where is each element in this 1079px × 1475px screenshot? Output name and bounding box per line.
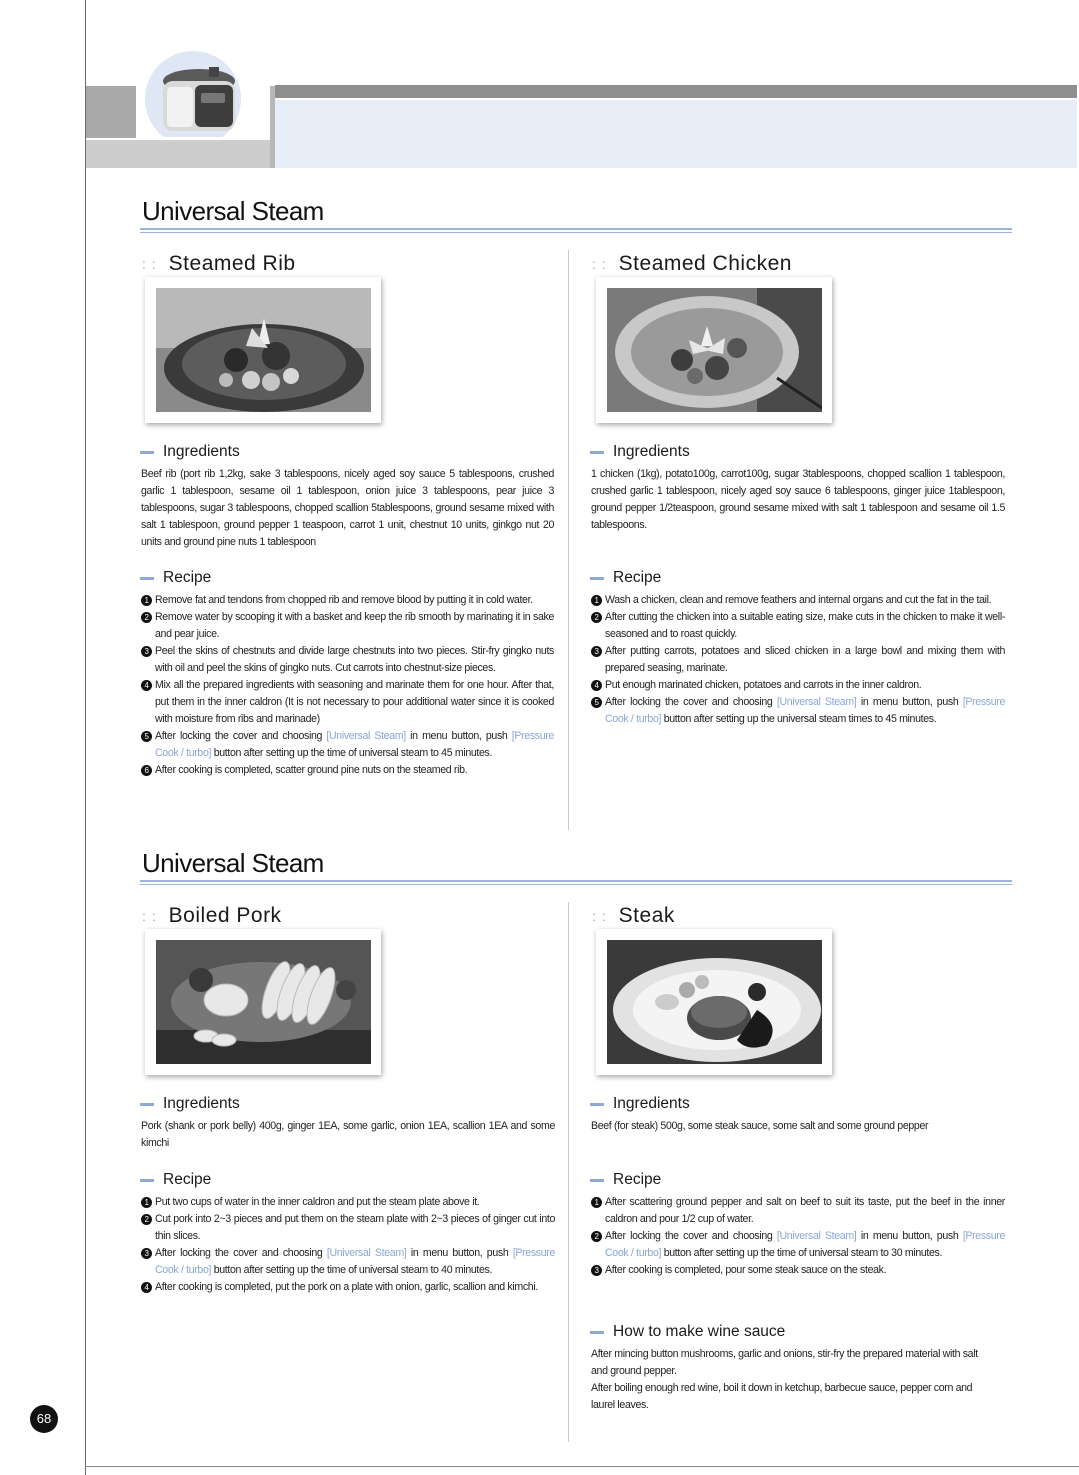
- ingredients-text: 1 chicken (1kg), potato100g, carrot100g, sugar 3tablespoons, chopped scallion 1 tablespoon, crushed garlic 1 tablespoon, nicely aged soy sauce 6 tablespoons, ginger juice 1tablespoon, ground pepper 1/2teaspoon, ground sesame mixed with salt 1 tablespoon and sesame oil 1.5 tablespoons.: [591, 468, 1005, 531]
- section-title: Universal Steam: [142, 848, 324, 878]
- step-item: 4 Mix all the prepared ingredients with seasoning and marinate them for one hour. After that, put them in the inner caldron (It is not necessary to pour additional water since it is cooked with moisture from ribs and marinade): [141, 677, 554, 728]
- step-item: 4 Put enough marinated chicken, potatoes and carrots in the inner caldron.: [591, 677, 1005, 694]
- header-grey-block: [86, 86, 136, 138]
- section-rule: [140, 880, 1012, 885]
- universal-steam-button-ref: [Universal Steam]: [776, 1230, 857, 1242]
- ingredients-heading: Ingredients: [590, 1095, 690, 1113]
- recipe-title-text: Steamed Chicken: [618, 252, 792, 275]
- rice-cooker-icon: [139, 47, 247, 137]
- ingredients-heading: Ingredients: [140, 443, 240, 461]
- step-item: 1 Put two cups of water in the inner caldron and put the steam plate above it.: [141, 1194, 555, 1211]
- steamed-rib-photo: [145, 277, 381, 423]
- steamed-rib-image: [156, 288, 371, 412]
- header-top-bar: [275, 85, 1077, 98]
- pressure-cook-button-ref: [Pressure Cook / turbo]: [155, 1247, 555, 1276]
- heading-bar-icon: [590, 577, 604, 580]
- steamed-chicken-image: [607, 288, 822, 412]
- step-item: 3 After putting carrots, potatoes and sliced chicken in a large bowl and mixing them with prepared seasing, marinate.: [591, 643, 1005, 677]
- boiled-pork-image: [156, 940, 371, 1064]
- margin-line: [85, 0, 86, 1475]
- recipe-heading: Recipe: [590, 569, 661, 587]
- pressure-cook-button-ref: [Pressure Cook / turbo]: [155, 730, 554, 759]
- heading-bar-icon: [140, 451, 154, 454]
- steak-photo: [596, 929, 832, 1075]
- heading-bar-icon: [140, 1179, 154, 1182]
- ingredients-heading: Ingredients: [590, 443, 690, 461]
- steamed-chicken-photo: [596, 277, 832, 423]
- heading-bar-icon: [590, 1103, 604, 1106]
- bullet-dots-icon: : :: [592, 256, 607, 272]
- step-item: 1 Wash a chicken, clean and remove feathers and internal organs and cut the fat in the tail.: [591, 592, 1005, 609]
- step-item: 3 After cooking is completed, pour some steak sauce on the steak.: [591, 1262, 1005, 1279]
- step-item: 3 After locking the cover and choosing [Universal Steam] in menu button, push [Pressure Cook / turbo] button after setting up the time of universal steam to 40 minutes.: [141, 1245, 555, 1279]
- ingredients-text: Pork (shank or pork belly) 400g, ginger 1EA, some garlic, onion 1EA, scallion 1EA and some kimchi: [141, 1120, 555, 1149]
- universal-steam-button-ref: [Universal Steam]: [326, 730, 406, 742]
- heading-bar-icon: [590, 451, 604, 454]
- step-item: 5 After locking the cover and choosing [Universal Steam] in menu button, push [Pressure Cook / turbo] button after setting up the time of universal steam to 45 minutes.: [141, 728, 554, 762]
- step-item: 1 After scattering ground pepper and salt on beef to suit its taste, put the beef in the inner caldron and pour 1/2 cup of water.: [591, 1194, 1005, 1228]
- step-item: 2 After cutting the chicken into a suitable eating size, make cuts in the chicken to make it well-seasoned and to roast quickly.: [591, 609, 1005, 643]
- recipe-steamed-rib: [142, 250, 562, 278]
- bullet-dots-icon: : :: [592, 908, 607, 924]
- step-item: 3 Peel the skins of chestnuts and divide large chestnuts into two pieces. Stir-fry gingko nuts with oil and peel the skins of gingko nuts. Cut carrots into chestnut-size pieces.: [141, 643, 554, 677]
- recipe-title-text: Boiled Pork: [168, 904, 282, 927]
- column-divider: [568, 250, 569, 830]
- recipe-heading: Recipe: [590, 1171, 661, 1189]
- recipe-steps: [141, 1194, 555, 1296]
- recipe-steamed-chicken: [592, 250, 1012, 278]
- bullet-dots-icon: : :: [142, 256, 157, 272]
- header-blue-banner: [275, 100, 1077, 168]
- recipe-title: [142, 902, 562, 930]
- recipe-steak: [592, 902, 1012, 930]
- recipe-steps: [141, 592, 554, 779]
- recipe-title: [592, 902, 1012, 930]
- recipe-steps: [591, 1194, 1005, 1279]
- page-number: 68: [30, 1405, 58, 1433]
- step-item: 5 After locking the cover and choosing [Universal Steam] in menu button, push [Pressure Cook / turbo] button after setting up the universal steam times to 45 minutes.: [591, 694, 1005, 728]
- recipe-title: [142, 250, 562, 278]
- recipe-heading: Recipe: [140, 569, 211, 587]
- boiled-pork-photo: [145, 929, 381, 1075]
- heading-bar-icon: [140, 1103, 154, 1106]
- pressure-cook-button-ref: [Pressure Cook / turbo]: [605, 696, 1005, 725]
- recipe-title: [592, 250, 1012, 278]
- section-rule: [140, 228, 1012, 233]
- wine-sauce-line: After mincing button mushrooms, garlic and onions, stir-fry the prepared material with salt and ground pepper.: [591, 1348, 978, 1377]
- section-title: Universal Steam: [142, 196, 324, 226]
- recipe-title-text: Steamed Rib: [168, 252, 296, 275]
- ingredients-text: Beef rib (port rib 1,2kg, sake 3 tablespoons, nicely aged soy sauce 5 tablespoons, crushed garlic 1 tablespoon, sesame oil 1 tablespoon, onion juice 3 tablespoons, pear juice 3 tablespoons, sugar 3 tablespoons, chopped scallion 5tablespoons, ground sesame mixed with salt 1 tablespoon, ground pepper 1 teaspoon, carrot 1 unit, chestnut 10 units, ginkgo nut 20 units and ground pine nuts 1 tablespoon: [141, 468, 554, 548]
- heading-bar-icon: [140, 577, 154, 580]
- recipe-boiled-pork: [142, 902, 562, 930]
- header-grey-strip: [86, 140, 270, 168]
- recipe-title-text: Steak: [618, 904, 675, 927]
- steak-image: [607, 940, 822, 1064]
- wine-sauce-line: After boiling enough red wine, boil it down in ketchup, barbecue sauce, pepper corn and laurel leaves.: [591, 1382, 973, 1411]
- bottom-rule: [85, 1466, 1079, 1467]
- heading-bar-icon: [590, 1179, 604, 1182]
- recipe-heading: Recipe: [140, 1171, 211, 1189]
- step-item: 4 After cooking is completed, put the pork on a plate with onion, garlic, scallion and kimchi.: [141, 1279, 555, 1296]
- wine-sauce-text: [591, 1346, 981, 1414]
- column-divider: [568, 902, 569, 1442]
- ingredients-text: Beef (for steak) 500g, some steak sauce, some salt and some ground pepper: [591, 1120, 929, 1132]
- step-item: 1 Remove fat and tendons from chopped rib and remove blood by putting it in cold water.: [141, 592, 554, 609]
- heading-bar-icon: [590, 1331, 604, 1334]
- step-item: 6 After cooking is completed, scatter ground pine nuts on the steamed rib.: [141, 762, 554, 779]
- recipe-steps: [591, 592, 1005, 728]
- universal-steam-button-ref: [Universal Steam]: [326, 1247, 407, 1259]
- step-item: 2 Cut pork into 2~3 pieces and put them on the steam plate with 2~3 pieces of ginger cut into thin slices.: [141, 1211, 555, 1245]
- pressure-cook-button-ref: [Pressure Cook / turbo]: [605, 1230, 1005, 1259]
- step-item: 2 After locking the cover and choosing [Universal Steam] in menu button, push [Pressure Cook / turbo] button after setting up the time of universal steam to 30 minutes.: [591, 1228, 1005, 1262]
- step-item: 2 Remove water by scooping it with a basket and keep the rib smooth by marinating it in sake and pear juice.: [141, 609, 554, 643]
- universal-steam-button-ref: [Universal Steam]: [776, 696, 857, 708]
- ingredients-heading: Ingredients: [140, 1095, 240, 1113]
- wine-sauce-heading: How to make wine sauce: [590, 1323, 785, 1341]
- bullet-dots-icon: : :: [142, 908, 157, 924]
